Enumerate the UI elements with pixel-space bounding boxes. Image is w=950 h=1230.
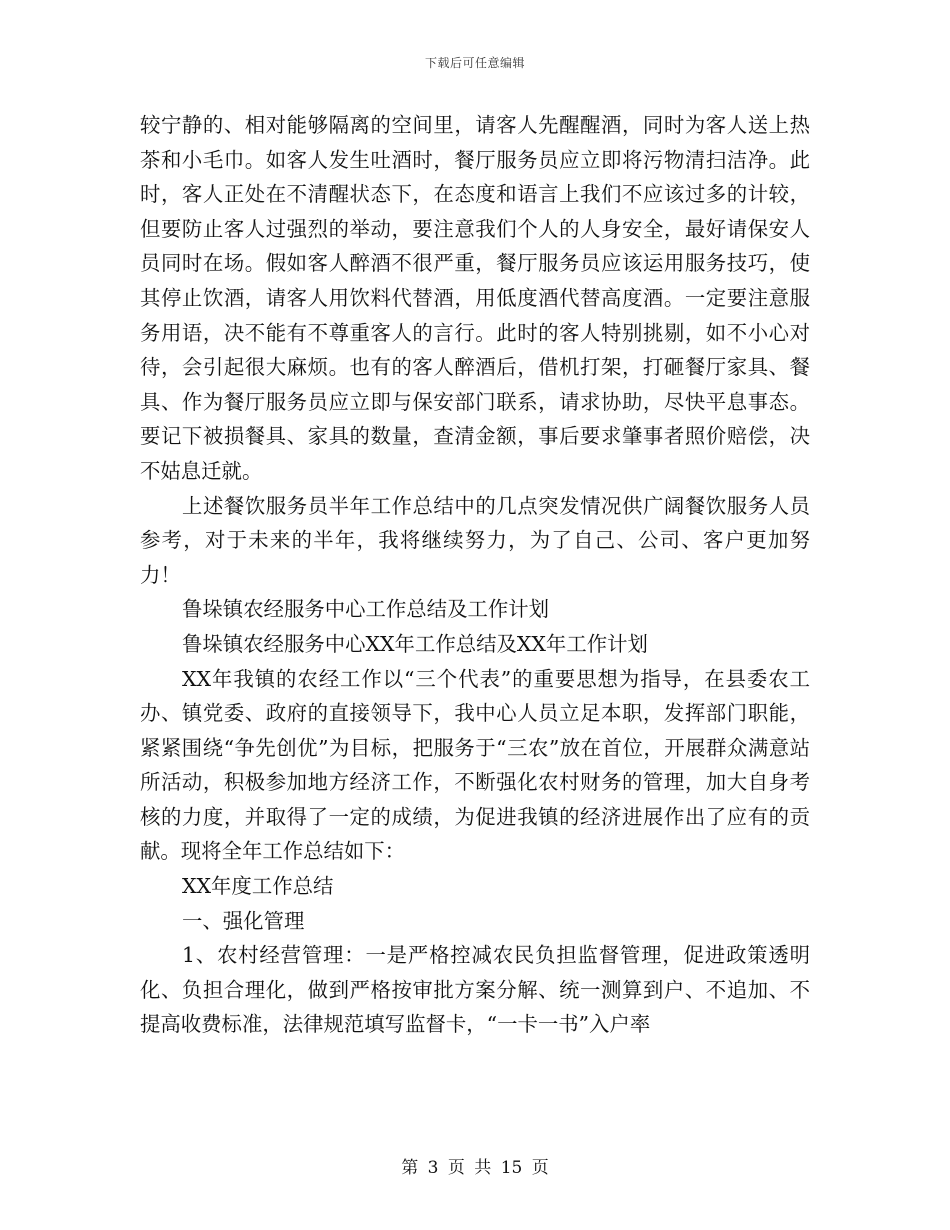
paragraph-title: 鲁垛镇农经服务中心工作总结及工作计划 <box>182 597 550 622</box>
paragraph-subtitle: 鲁垛镇农经服务中心XX年工作总结及XX年工作计划 <box>182 631 648 656</box>
document-body <box>140 108 810 1042</box>
paragraph-intro: XX年我镇的农经工作以“三个代表”的重要思想为指导，在县委农工办、镇党委、政府的直接领导下，我中心人员立足本职，发挥部门职能，紧紧围绕“争先创优”为目标，把服务于“三农”放在首位，开展群众满意站所活动，积极参加地方经济工作，不断强化农村财务的管理，加大自身考核的力度，并取得了一定的成绩，为促进我镇的经济进展作出了应有的贡献。现将全年工作总结如下： <box>140 666 810 864</box>
section-heading-management: 一、强化管理 <box>182 908 305 933</box>
page-header-note: 下载后可任意编辑 <box>424 56 525 70</box>
page-number-footer: 第 3 页 共 15 页 <box>401 1158 549 1178</box>
paragraph-continued: 较宁静的、相对能够隔离的空间里，请客人先醒醒酒，同时为客人送上热茶和小毛巾。如客人发生吐酒时，餐厅服务员应立即将污物清扫洁净。此时，客人正处在不清醒状态下，在态度和语言上我们不应该过多的计较，但要防止客人过强烈的举动，要注意我们个人的人身安全，最好请保安人员同时在场。假如客人醉酒不很严重，餐厅服务员应该运用服务技巧，使其停止饮酒，请客人用饮料代替酒，用低度酒代替高度酒。一定要注意服务用语，决不能有不尊重客人的言行。此时的客人特别挑剔，如不小心对待，会引起很大麻烦。也有的客人醉酒后，借机打架，打砸餐厅家具、餐具、作为餐厅服务员应立即与保安部门联系，请求协助，尽快平息事态。要记下被损餐具、家具的数量，查清金额，事后要求肇事者照价赔偿，决不姑息迁就。 <box>140 113 810 483</box>
paragraph-summary: 上述餐饮服务员半年工作总结中的几点突发情况供广阔餐饮服务人员参考，对于未来的半年，我将继续努力，为了自己、公司、客户更加努力！ <box>140 493 810 587</box>
paragraph-rural-management: 1、农村经营管理：一是严格控减农民负担监督管理，促进政策透明化、负担合理化，做到严格按审批方案分解、统一测算到户、不追加、不提高收费标准，法律规范填写监督卡，“一卡一书”入户率 <box>140 943 810 1037</box>
section-heading-annual: XX年度工作总结 <box>182 874 334 899</box>
